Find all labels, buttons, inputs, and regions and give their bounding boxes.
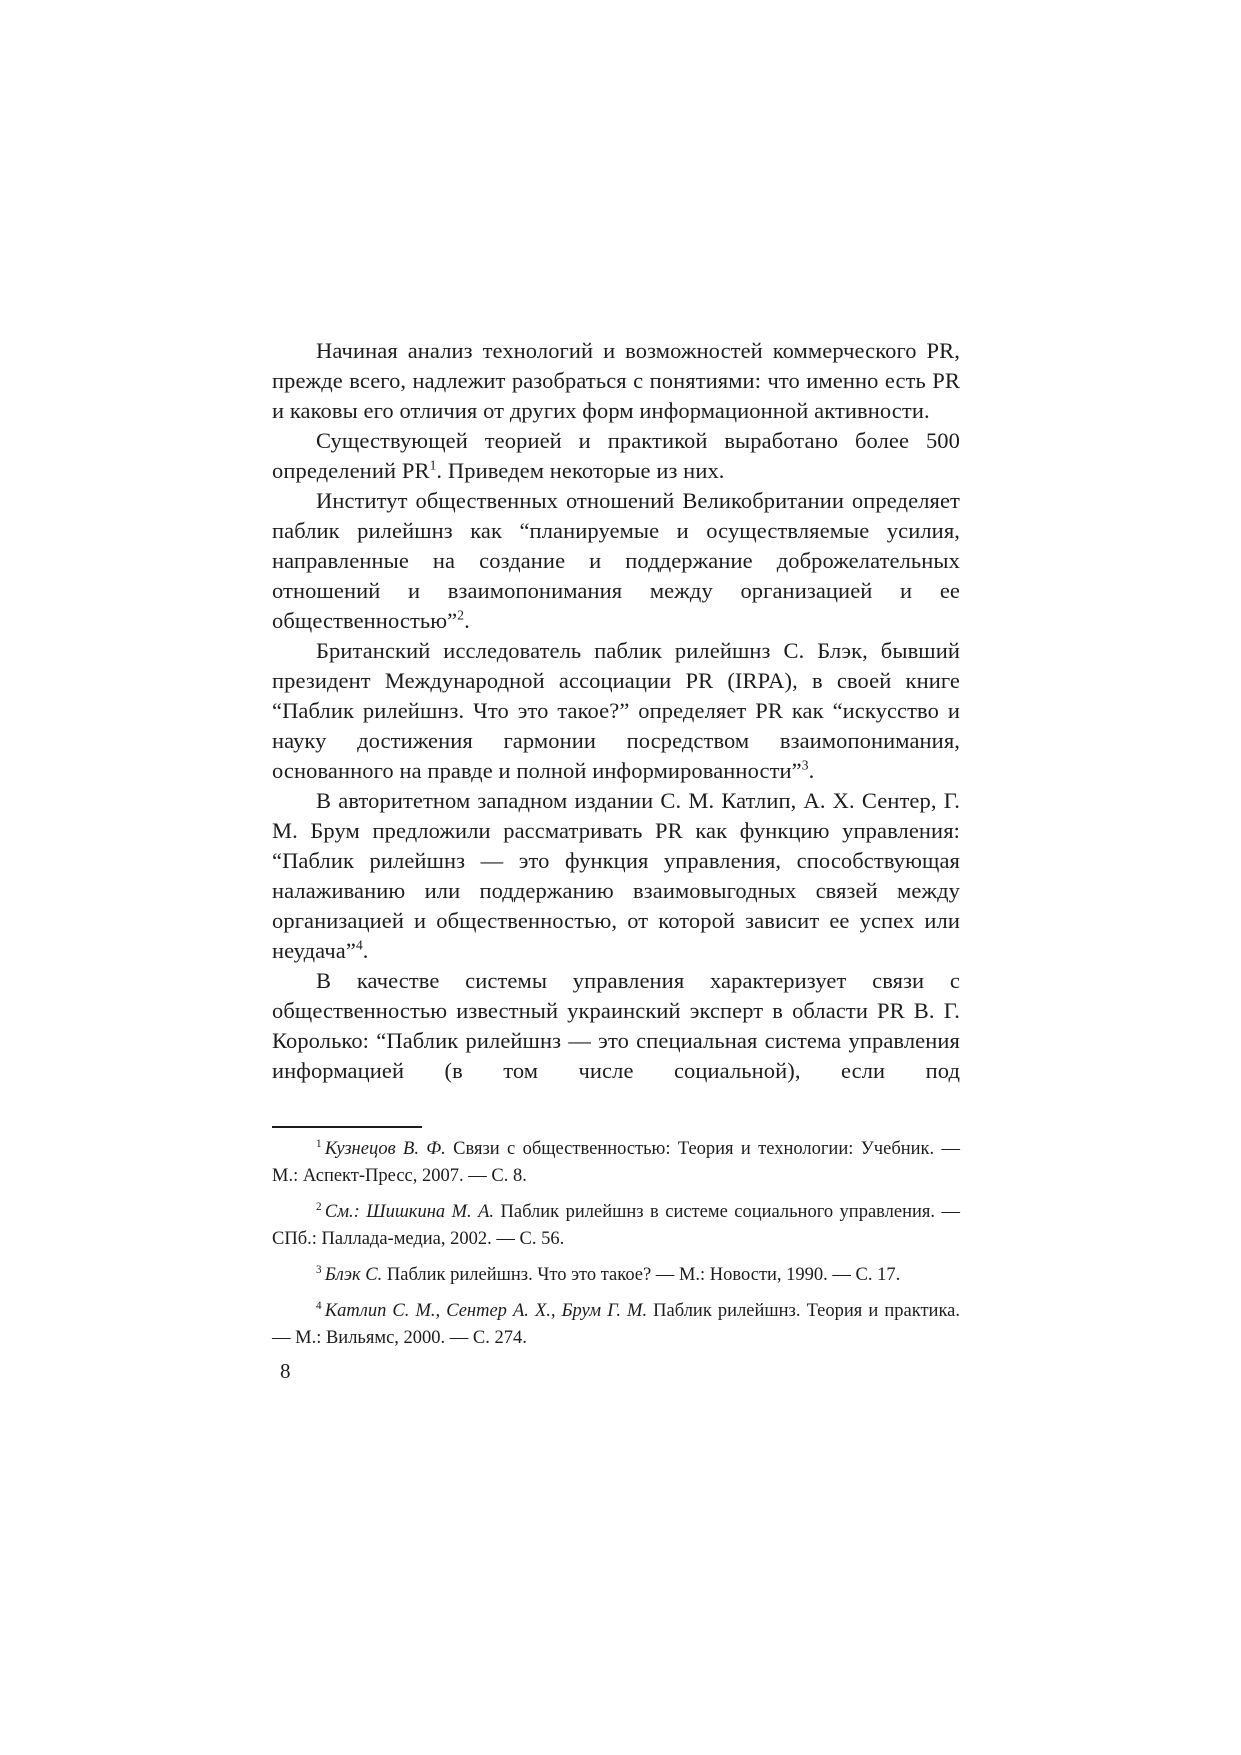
- footnote-marker: 3: [316, 1263, 322, 1276]
- paragraph-korolko: [272, 966, 960, 1086]
- footnote-marker: 4: [316, 1299, 322, 1312]
- paragraph-text: .: [808, 758, 815, 783]
- footnote-2: [272, 1199, 960, 1253]
- footnote-ref-4: 4: [355, 937, 363, 953]
- footnote-4: [272, 1298, 960, 1352]
- footnote-text: Паблик рилейшнз. Что это такое? — М.: Новости, 1990. — С. 17.: [382, 1265, 901, 1285]
- footnote-marker: 1: [316, 1137, 322, 1150]
- paragraph-text: .: [362, 938, 369, 963]
- paragraph-text: Начиная анализ технологий и возможностей коммерческого PR, прежде всего, надлежит разобраться с понятиями: что именно есть PR и каковы его отличия от других форм информационной активности.: [272, 338, 960, 423]
- paragraph-definitions-count: [272, 426, 960, 486]
- footnote-ref-3: 3: [801, 757, 809, 773]
- footnote-3: [272, 1262, 960, 1289]
- footnote-author: Кузнецов В. Ф.: [324, 1139, 446, 1159]
- footnote-text: Связи с общественностью: Теория и технологии: Учебник. — М.: Аспект-Пресс, 2007. — С. 8.: [272, 1139, 960, 1186]
- footnotes-section: [272, 1126, 960, 1361]
- footnote-author: См.: Шишкина М. А.: [324, 1202, 495, 1222]
- body-text: [272, 336, 960, 1086]
- footnote-text: Паблик рилейшнз в системе социального управления. — СПб.: Паллада-медиа, 2002. — С. 56.: [272, 1202, 960, 1249]
- paragraph-text: . Приведем некоторые из них.: [436, 458, 725, 483]
- page-number: 8: [280, 1359, 291, 1383]
- paragraph-text: В качестве системы управления характеризует связи с общественностью известный украинский эксперт в области PR В. Г. Королько: “Паблик рилейшнз — это специальная система управления информацией (в том числе социальной), если под: [272, 968, 960, 1083]
- footnote-divider: [272, 1126, 422, 1128]
- footnote-author: Катлип С. М., Сентер А. Х., Брум Г. М.: [324, 1301, 648, 1321]
- footnote-author: Блэк С.: [324, 1265, 383, 1285]
- footnote-1: [272, 1136, 960, 1190]
- paragraph-black: [272, 636, 960, 786]
- paragraph-uk-institute: [272, 486, 960, 636]
- footnote-ref-1: 1: [429, 457, 437, 473]
- footnote-marker: 2: [316, 1200, 322, 1213]
- paragraph-text: .: [464, 608, 470, 633]
- paragraph-text: Британский исследователь паблик рилейшнз С. Блэк, бывший президент Международной ассоциации PR (IRPA), в своей книге “Паблик рилейшнз. Что это такое?” определяет PR как “искусство и науку достижения гармонии посредством взаимопонимания, основанного на правде и полной информированности”: [272, 638, 960, 783]
- paragraph-cutlip: [272, 786, 960, 966]
- paragraph-text: Институт общественных отношений Великобритании определяет паблик рилейшнз как “планируемые и осуществляемые усилия, направленные на создание и поддержание доброжелательных отношений и взаимопонимания между организацией и ее общественностью”: [272, 488, 960, 633]
- footnote-text: Паблик рилейшнз. Теория и практика. — М.: Вильямс, 2000. — С. 274.: [272, 1301, 961, 1348]
- paragraph-text: В авторитетном западном издании С. М. Катлип, А. Х. Сентер, Г. М. Брум предложили рассматривать PR как функцию управления: “Паблик рилейшнз — это функция управления, способствующая налаживанию или поддержанию взаимовыгодных связей между организацией и общественностью, от которой зависит ее успех или неудача”: [272, 788, 960, 963]
- footnote-ref-2: 2: [457, 607, 465, 623]
- paragraph-intro: [272, 336, 960, 426]
- paragraph-text: Существующей теорией и практикой выработано более 500 определений PR: [272, 428, 960, 483]
